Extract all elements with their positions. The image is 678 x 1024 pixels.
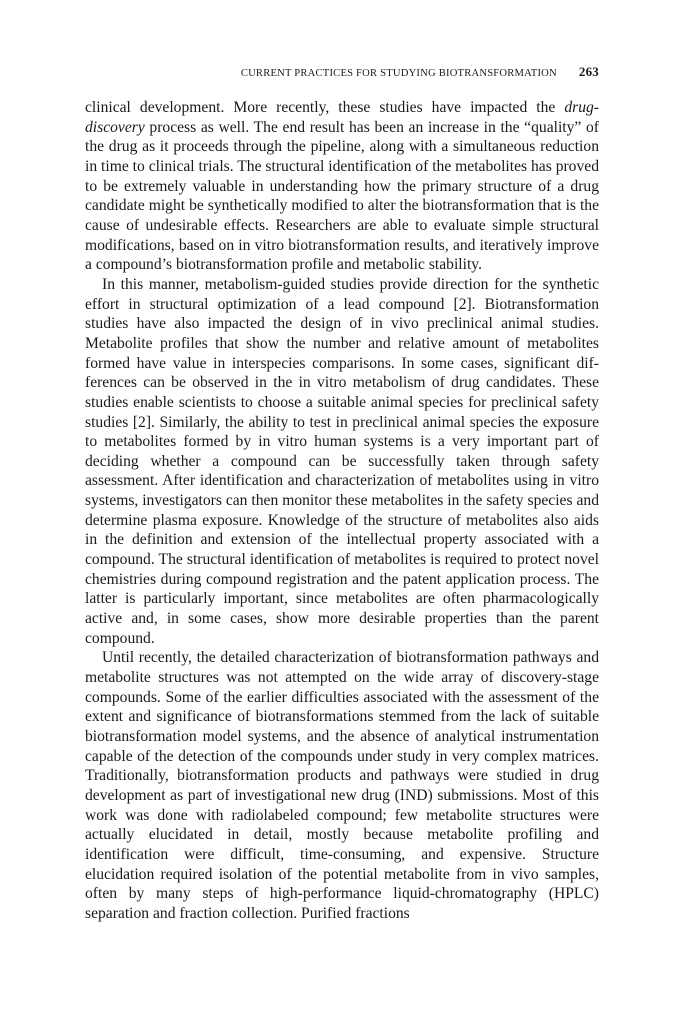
paragraph-1-italic-term: drug-discovery — [85, 99, 599, 136]
paragraph-1 — [85, 98, 599, 275]
paragraph-1-text-b: process as well. The end result has been an increase in the “quality” of the drug as it proceeds through the pipeline, along with a simultaneous reduction in time to clinical trials. The structural identification of the metabolites has proved to be extremely valuable in understanding how the primary structure of a drug candidate might be synthetically modified to alter the biotransformation that is the cause of undesirable effects. Researchers are able to evaluate simple structural modifications, based on in vitro biotransformation results, and iteratively improve a compound’s biotransformation profile and metabolic stability. — [85, 118, 599, 274]
paragraph-1-text-a: clinical development. More recently, these studies have impacted the — [85, 99, 565, 116]
body-text — [85, 98, 599, 924]
page-number: 263 — [578, 64, 599, 79]
book-page — [85, 64, 599, 924]
paragraph-2-text: In this manner, metabolism-guided studies provide direction for the synthetic effort in structural optimization of a lead compound [2]. Biotransformation studies have also impacted the design of in vivo preclinical animal studies. Metabolite profiles that show the number and relative amount of metabolites formed have value in interspecies comparisons. In some cases, significant differences can be observed in the in vitro metabolism of drug candidates. These studies enable scientists to choose a suitable animal species for preclinical safety studies [2]. Similarly, the ability to test in preclinical animal species the exposure to metabolites formed by in vitro human systems is a very important part of deciding whether a compound can be successfully taken through safety assessment. After identification and characterization of metabolites using in vitro systems, investigators can then monitor these metabolites in the safety species and determine plasma exposure. Knowledge of the structure of metabolites also aids in the definition and extension of the intellectual property associated with a compound. The structural identification of metabolites is required to protect novel chemistries during compound registration and the patent application process. The latter is particularly important, since metabolites are often pharmacologically active and, in some cases, show more desirable properties than the parent compound. — [85, 275, 599, 647]
running-header — [85, 64, 599, 86]
paragraph-3 — [85, 648, 599, 923]
paragraph-2 — [85, 275, 599, 648]
running-title: CURRENT PRACTICES FOR STUDYING BIOTRANSFORMATION — [240, 68, 557, 79]
paragraph-3-text: Until recently, the detailed characterization of biotransformation pathways and metabolite structures was not attempted on the wide array of discovery-stage compounds. Some of the earlier difficulties associated with the assessment of the extent and significance of biotransformations stemmed from the lack of suitable biotransformation model systems, and the absence of analytical instrumentation capable of the detection of the compounds under study in very complex matrices. Traditionally, biotransformation products and pathways were studied in drug development as part of investigational new drug (IND) submissions. Most of this work was done with radiolabeled compound; few metabolite structures were actually elucidated in detail, mostly because metabolite profiling and identification were difficult, time-consuming, and expensive. Structure elucidation required isolation of the potential metabolite from in vivo samples, often by many steps of high-performance liquid-chromatography (HPLC) separation and fraction collection. Purified fractions — [85, 649, 599, 922]
